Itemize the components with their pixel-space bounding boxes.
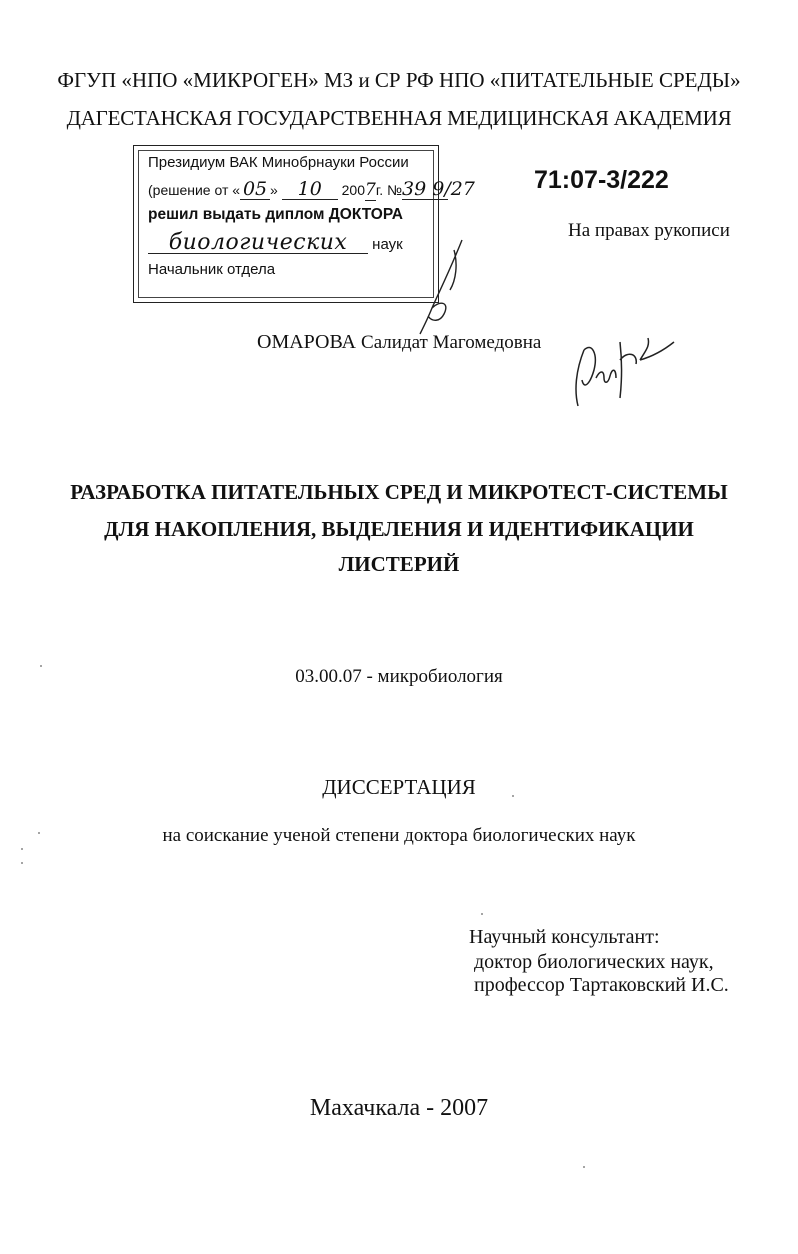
stamp-year-digit: 7	[364, 180, 376, 200]
scan-speck	[40, 665, 42, 667]
scan-speck	[38, 832, 40, 834]
document-type: ДИССЕРТАЦИЯ	[322, 775, 476, 799]
stamp-head-line: Начальник отдела	[148, 261, 276, 278]
stamp-year-prefix: 200	[341, 182, 365, 198]
dissertation-title-line-3: ЛИСТЕРИЙ	[338, 552, 460, 576]
scan-speck	[481, 913, 483, 915]
advisor-name: профессор Тартаковский И.С.	[474, 974, 729, 996]
stamp-number-prefix: г. №	[375, 182, 403, 198]
stamp-month-separator: »	[270, 182, 278, 198]
stamp-science-suffix: наук	[372, 236, 403, 253]
degree-purpose: на соискание ученой степени доктора биологических наук	[162, 825, 636, 846]
stamp-presidium-line: Президиум ВАК Минобрнауки России	[148, 154, 409, 171]
advisor-label: Научный консультант:	[469, 926, 660, 948]
stamp-decision-month: 10	[282, 179, 338, 200]
advisor-degree: доктор биологических наук,	[474, 951, 714, 973]
dissertation-title-line-1: РАЗРАБОТКА ПИТАТЕЛЬНЫХ СРЕД И МИКРОТЕСТ-СИСТЕМЫ	[70, 480, 728, 504]
stamp-decision-day: 05	[240, 179, 270, 200]
organization-line-1: ФГУП «НПО «МИКРОГЕН» МЗ и СР РФ НПО «ПИТАТЕЛЬНЫЕ СРЕДЫ»	[57, 68, 741, 92]
scan-speck	[512, 795, 514, 797]
specialty-code: 03.00.07 - микробиология	[295, 666, 503, 687]
place-and-year: Махачкала - 2007	[309, 1095, 489, 1121]
vak-stamp	[133, 145, 475, 303]
stamp-award-line: решил выдать диплом ДОКТОРА	[148, 206, 404, 223]
scan-speck	[21, 862, 23, 864]
organization-line-2: ДАГЕСТАНСКАЯ ГОСУДАРСТВЕННАЯ МЕДИЦИНСКАЯ АКАДЕМИЯ	[66, 106, 732, 130]
registry-code: 71:07-3/222	[534, 166, 669, 194]
manuscript-rights-note: На правах рукописи	[568, 220, 730, 241]
author-surname: ОМАРОВА	[257, 331, 357, 353]
author-signature	[566, 320, 686, 415]
dissertation-title-line-2: ДЛЯ НАКОПЛЕНИЯ, ВЫДЕЛЕНИЯ И ИДЕНТИФИКАЦИИ	[104, 517, 694, 541]
stamp-science-handwritten: биологических	[148, 233, 368, 254]
author-given-names: Салидат Магомедовна	[361, 332, 542, 353]
scan-speck	[21, 848, 23, 850]
stamp-decision-prefix: (решение от «	[148, 182, 241, 198]
scan-speck	[583, 1166, 585, 1168]
stamp-science-line	[148, 230, 403, 255]
stamp-decision-line	[148, 178, 475, 201]
author-name	[257, 331, 541, 354]
stamp-decision-number: 39 9/27	[402, 178, 475, 200]
stamp-signature	[410, 230, 470, 340]
